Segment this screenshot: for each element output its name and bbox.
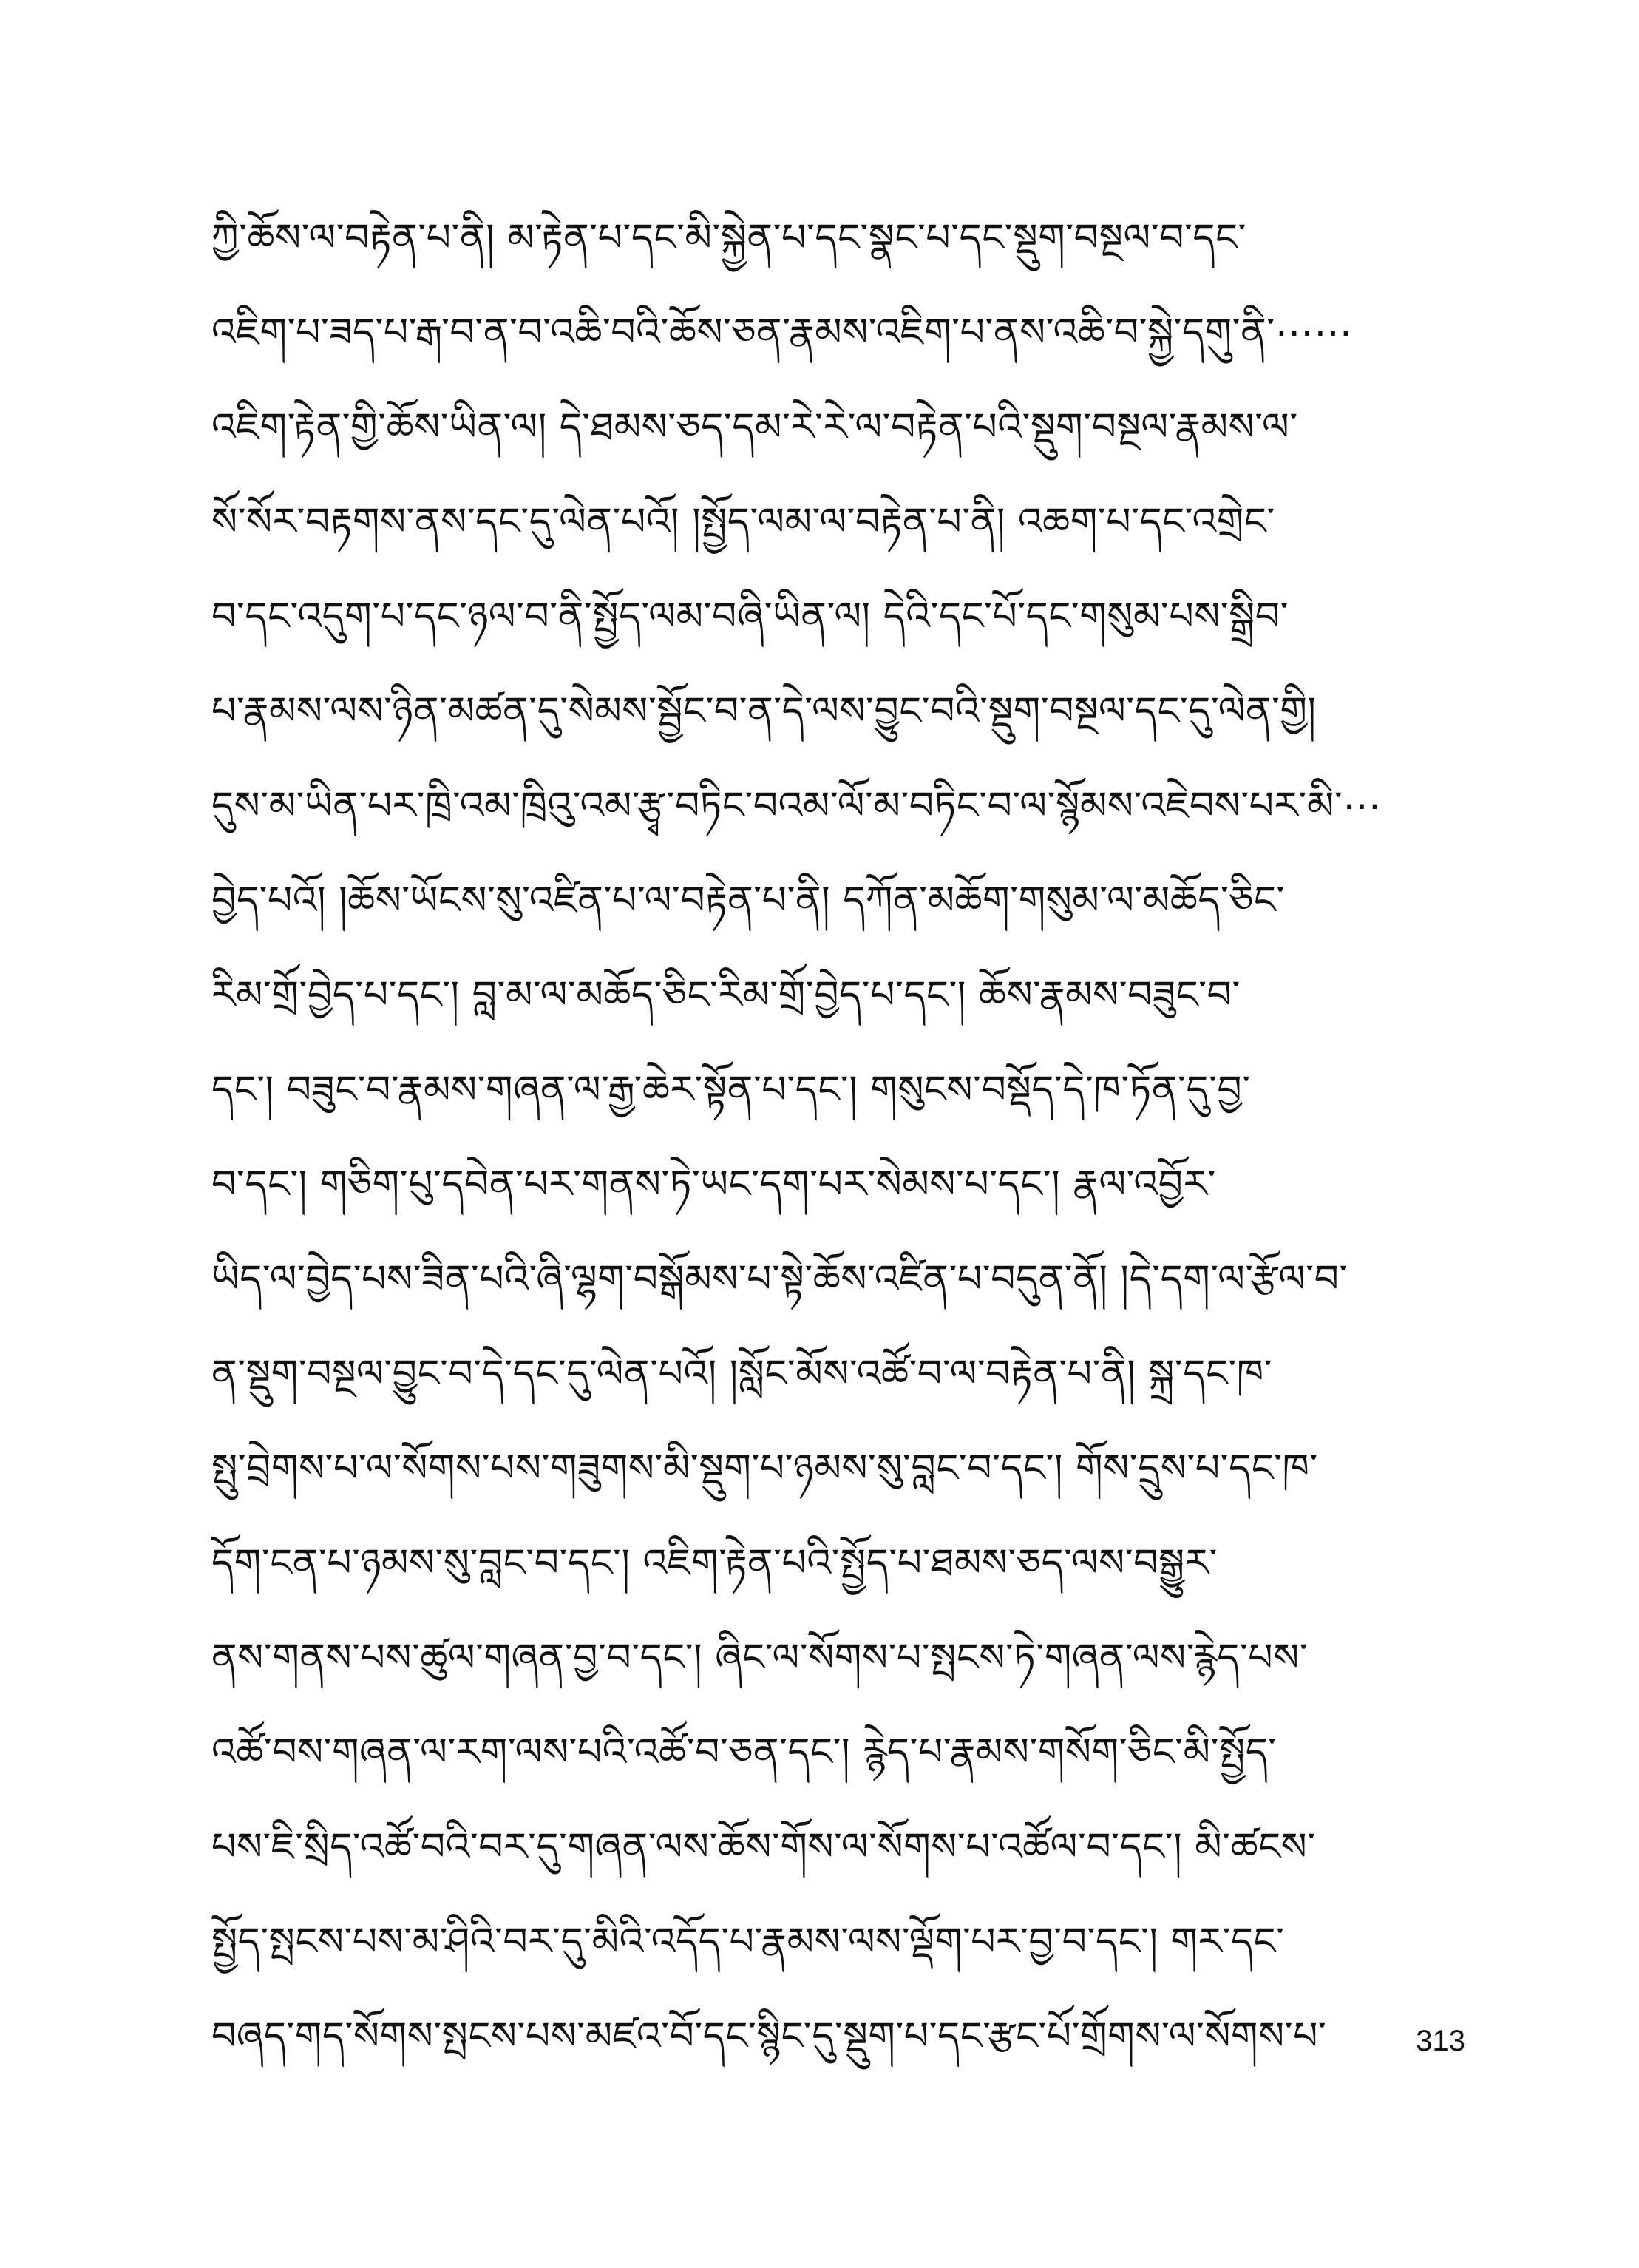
page-number: 313 bbox=[1416, 2025, 1465, 2057]
text-line-4: སོ་སོར་བརྟགས་ནས་དང་དུ་ལེན་པའོ། །སྤྱོད་ལམ་ལ་བརྟེན་པ་ནི། འཆག་པ་དང་འགྲེང་ bbox=[211, 500, 1275, 544]
text-line-10: དང་། བཟུང་བ་རྣམས་གཞན་ལ་རྒྱ་ཆེར་སྟོན་པ་དང་། གསུངས་བསྡོད་དེ་ཁ་ཏོན་དུ་བྱ་ bbox=[211, 1068, 1251, 1112]
text-line-5: བ་དང་འདུག་པ་དང་ཉལ་བ་ནི་སྤྱོད་ལམ་བཞི་ཡིན་ལ། དེའི་དང་པོ་དང་གསུམ་པས་སྒྲིབ་ bbox=[211, 595, 1289, 639]
text-line-1: ཀྱི་ཆོས་ལ་བརྟེན་པ་ནི། མ་རྟེན་པ་དང་མི་སྐྱེན་པ་དང་སྣང་པ་དང་སྡུག་བསྔལ་བ་དང་ bbox=[211, 216, 1246, 260]
body-text bbox=[211, 191, 1468, 2084]
text-line-9: རིམ་གྲོ་བྱེད་པ་དང་། བླ་མ་ལ་མཆོད་ཅིང་རིམ་གྲོ་བྱེད་པ་དང་། ཆོས་རྣམས་བཟུང་བ་ bbox=[211, 973, 1241, 1018]
text-line-2: འཇིག་པ་ཟད་པ་རྒ་བ་ན་བ་འཆི་བའི་ཆོས་ཅན་རྣམས་འཇིག་པ་ནས་འཆི་བ་སྐྱེ་དགུ་ནི་⋯⋯ bbox=[211, 311, 1353, 355]
text-line-14: སྤུ་བྲེགས་པ་ལ་སོགས་པས་གཟུགས་མི་སྡུག་པ་ཉམས་སུ་བླང་བ་དང་། གོས་དྲུས་པ་དང་ཁ་ bbox=[211, 1446, 1318, 1491]
text-line-7: དུས་མ་ཡིན་པར་ཁྲི་འམ་ཁྲིའུ་འམ་རྩྭ་བཏིང་བའམ་ལོ་མ་བཏིང་བ་ལ་སྙོམས་འཇེབས་པར་མི་⋯ bbox=[211, 784, 1382, 828]
text-line-3: འཇིག་རྟེན་གྱི་ཆོས་ཡིན་ལ། དེ་ཐམས་ཅད་དམ་རེ་རེ་ལ་བརྟེན་པའི་སྡུག་བསྔལ་རྣམས་ལ་ bbox=[211, 405, 1298, 450]
text-line-6: པ་རྣམས་ལས་ཉིན་མཚན་དུ་སེམས་སྦྱོང་བ་ན་དེ་ལས་བྱུང་བའི་སྡུག་བསྔལ་དང་དུ་ལེན་གྱི། bbox=[211, 689, 1317, 734]
text-line-13: ན་སྡུག་བསྔལ་བྱུང་བ་དེ་དང་དུ་ལེན་པའོ། །སློང་མོས་འཚོ་བ་ལ་བརྟེན་པ་ནི། སྐྲ་དང་ཁ་ bbox=[211, 1352, 1273, 1396]
text-line-12: ཡིད་ལ་བྱེད་པས་ཟིན་པའི་ཞི་ལྷག་བསྒོམས་པ་སྟེ་ཆོས་འཛིན་པ་བདུན་ནོ། །དེ་དག་ལ་རྩོལ་བ་ bbox=[211, 1257, 1348, 1301]
text-line-20: བཞད་གད་སོགས་སྤངས་པས་མཛའ་བོ་དང་སྙིང་དུ་སྡུག་པ་དང་རྩང་པོ་གྲོགས་ལ་སོགས་པ་ bbox=[211, 2014, 1327, 2059]
text-line-16: ནས་གནས་པས་ཚུལ་གཞན་བྱ་བ་དང་། ཞིང་ལ་སོགས་པ་སྤངས་ཏེ་གཞན་ལས་རྙེད་པས་ bbox=[211, 1636, 1309, 1680]
text-line-19: སྤྱོད་སྤངས་པས་མ་ཤིའི་བར་དུ་མིའི་འདོད་པ་རྣམས་ལས་ལྡོག་པར་བྱ་བ་དང་། གར་དང་ bbox=[211, 1920, 1285, 1964]
text-line-11: བ་དང་། གཅིག་པུ་དབེན་པར་གནས་ཏེ་ཡང་དག་པར་སེམས་པ་དང་། རྣལ་འབྱོར་ bbox=[211, 1162, 1216, 1207]
text-line-15: དོག་ངན་པ་ཉམས་སུ་བླང་བ་དང་། འཇིག་རྟེན་པའི་སྤྱོད་པ་ཐམས་ཅད་ལས་བསྒྱུར་ bbox=[211, 1541, 1218, 1585]
text-line-18: པས་ཇི་སྲིད་འཚོ་བའི་བར་དུ་གཞན་ལས་ཆོས་གོས་ལ་སོགས་པ་འཚོལ་བ་དང་། མི་ཚངས་ bbox=[211, 1825, 1316, 1869]
text-line-17: འཚོ་བས་གཞན་ལ་རག་ལས་པའི་འཚོ་བ་ཅན་དང་། རྙེད་པ་རྣམས་གསོག་ཅིང་མི་སྤྱོད་ bbox=[211, 1730, 1277, 1775]
text-line-8: བྱེད་པའོ། །ཆོས་ཡོངས་སུ་འཛིན་པ་ལ་བརྟེན་པ་ནི། དཀོན་མཆོག་གསུམ་ལ་མཆོད་ཅིང་ bbox=[211, 879, 1285, 923]
